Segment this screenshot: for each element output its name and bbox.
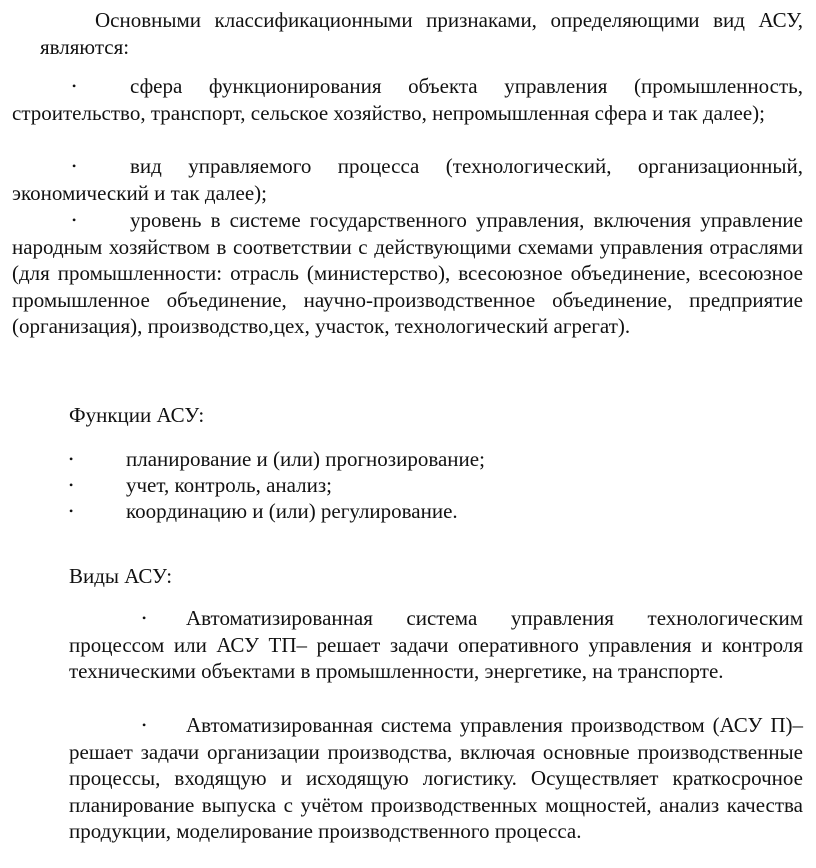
bullet-icon: • [72,79,77,93]
bullet-icon: • [69,478,74,492]
type-text-2: Автоматизированная система управления производством (АСУ П)– решает задачи организации производства, включая основные производственные процессы, входящую и исходящую логистику. Осуществляет краткосрочное планирование выпуска с учётом производственных мощностей, анализ качества продукции, моделирование производственного процесса. [69,713,803,844]
bullet-icon: • [72,213,77,227]
classification-text-2: вид управляемого процесса (технологический, организационный, экономический и так далее); [12,154,803,205]
function-text-2: учет, контроль, анализ; [126,473,332,497]
classification-item-2 [12,153,803,206]
classification-item-1 [12,73,803,126]
bullet-icon [12,74,72,98]
function-text-1: планирование и (или) прогнозирование; [126,447,485,471]
classification-text-1: сфера функционирования объекта управления (промышленность, строительство, транспорт, сельское хозяйство, непромышленная сфера и так далее); [12,74,803,125]
intro-paragraph [40,7,803,60]
types-heading: Виды АСУ: [69,564,173,588]
function-text-3: координацию и (или) регулирование. [126,499,458,523]
type-item-1 [69,605,803,685]
type-text-1: Автоматизированная система управления технологическим процессом или АСУ ТП– решает задачи оперативного управления и контроля техническими объектами в промышленности, энергетике, на транспорте. [69,606,803,684]
bullet-icon: • [72,159,77,173]
bullet-icon [12,154,72,178]
classification-item-3 [12,207,803,340]
bullet-icon: • [69,452,74,466]
bullet-icon [12,208,72,232]
intro-text: Основными классификационными признаками, определяющими вид АСУ, являются: [40,8,803,59]
bullet-icon: • [69,504,74,518]
classification-text-3: уровень в системе государственного управления, включения управление народным хозяйством в соответствии с действующими схемами управления отраслями (для промышленности: отрасль (министерство), всесоюзное объединение, всесоюзное промышленное объединение, научно-производственное объединение, предприятие (организация), производство,цех, участок, технологический агрегат). [12,208,803,339]
type-item-2 [69,712,803,845]
functions-heading: Функции АСУ: [69,403,205,427]
bullet-icon: • [142,611,147,625]
bullet-icon: • [142,718,147,732]
